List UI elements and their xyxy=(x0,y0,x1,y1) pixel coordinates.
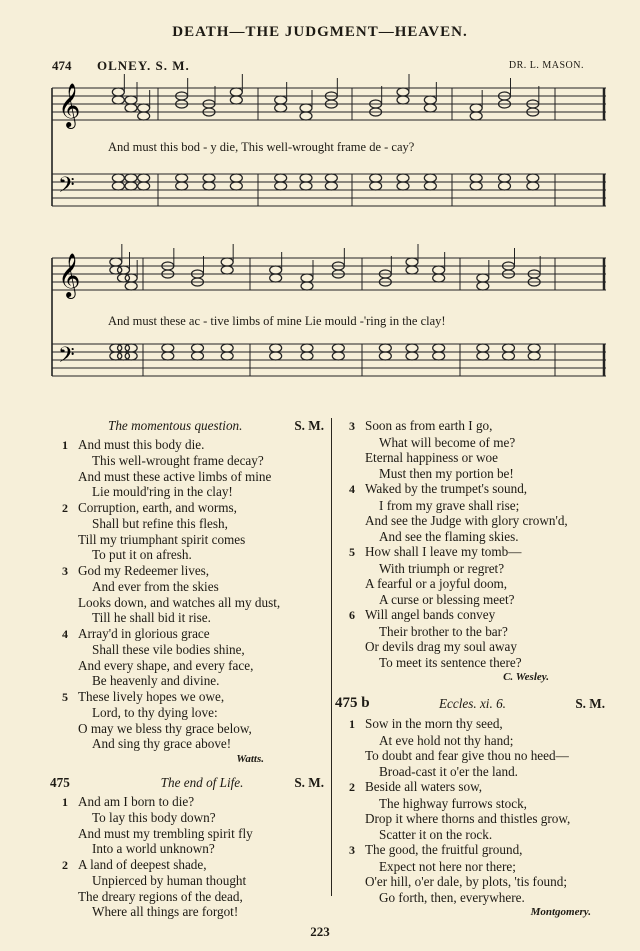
stanza-text: The good, the fruitful ground, xyxy=(365,842,523,857)
note-head xyxy=(125,104,137,112)
stanza-line xyxy=(349,450,605,466)
stanza-line xyxy=(62,453,324,469)
note-head xyxy=(221,266,233,274)
note-head xyxy=(275,174,287,182)
stanza-text: At eve hold not thy hand; xyxy=(379,732,514,748)
note-head xyxy=(424,174,436,182)
note-head xyxy=(406,266,418,274)
note-head xyxy=(499,174,511,182)
stanza-line xyxy=(62,469,324,485)
stanza-number: 1 xyxy=(62,794,68,809)
stanza-text: Drop it where thorns and thistles grow, xyxy=(365,811,571,826)
stanza-line xyxy=(349,733,605,749)
stanza-line xyxy=(62,610,324,626)
note-head xyxy=(162,344,174,352)
stanza-text: I from my grave shall rise; xyxy=(379,497,520,513)
stanza-text: Broad-cast it o'er the land. xyxy=(379,763,518,779)
note-head xyxy=(433,274,445,282)
bass-clef-icon: 𝄢 xyxy=(58,343,75,373)
attribution: Montgomery. xyxy=(530,906,591,918)
attribution: Watts. xyxy=(236,752,264,765)
stanza-line xyxy=(349,529,605,545)
treble-clef-icon: 𝄞 xyxy=(58,83,81,127)
note-head xyxy=(176,182,188,190)
stanza-number: 4 xyxy=(62,626,68,641)
note-head xyxy=(325,174,337,182)
note-head xyxy=(470,182,482,190)
stanza-line xyxy=(62,658,324,674)
stanza-text: Till my triumphant spirit comes xyxy=(78,531,246,547)
note-head xyxy=(301,352,313,360)
stanza-number: 1 xyxy=(349,717,355,731)
note-head xyxy=(125,182,137,190)
stanza-text: Be heavenly and divine. xyxy=(92,673,220,688)
note-head xyxy=(470,112,482,120)
stanza-text: Shall these vile bodies shine, xyxy=(92,642,245,657)
stanza-text: And must my trembling spirit fly xyxy=(78,825,253,841)
stanza-line xyxy=(62,689,324,706)
note-head xyxy=(221,344,233,352)
note-head xyxy=(424,104,436,112)
stanza-text: Soon as from earth I go, xyxy=(365,418,493,433)
note-head xyxy=(138,174,150,182)
lyric-line-1: And must this bod - y die, This well-wrought frame de - cay? xyxy=(108,140,415,154)
stanza-line xyxy=(62,810,324,826)
note-head xyxy=(176,174,188,182)
hymn-meter: S. M. xyxy=(575,695,605,711)
column-divider xyxy=(331,418,332,896)
stanza-line xyxy=(62,705,324,721)
note-head xyxy=(406,344,418,352)
stanza xyxy=(349,779,605,842)
stanza-number: 2 xyxy=(62,857,68,872)
note-head xyxy=(230,96,242,104)
note-head xyxy=(379,352,391,360)
note-head xyxy=(270,344,282,352)
hymn-number: 475 xyxy=(50,775,70,790)
note-head xyxy=(203,174,215,182)
stanza-text: And every shape, and every face, xyxy=(78,657,254,673)
stanza-text: To lay this body down? xyxy=(92,810,216,825)
stanza-text: A curse or blessing meet? xyxy=(379,591,515,607)
stanza-number: 3 xyxy=(62,563,68,578)
note-head xyxy=(370,174,382,182)
note-head xyxy=(397,96,409,104)
hymn-number: 474 xyxy=(52,58,72,73)
stanza-line xyxy=(349,748,605,764)
stanza-line xyxy=(62,889,324,905)
note-head xyxy=(503,352,515,360)
stanza-number: 1 xyxy=(62,437,68,452)
stanza-text: Or devils drag my soul away xyxy=(365,639,517,654)
note-head xyxy=(499,182,511,190)
stanza xyxy=(349,842,605,905)
note-head xyxy=(125,96,137,104)
note-head xyxy=(433,352,445,360)
stanza-line xyxy=(349,576,605,592)
right-column xyxy=(335,418,605,921)
stanza-text: With triumph or regret? xyxy=(379,560,505,576)
stanza-line xyxy=(62,857,324,874)
stanza-text: Will angel bands convey xyxy=(365,607,496,622)
music-score xyxy=(0,0,640,400)
stanza-text: Go forth, then, everywhere. xyxy=(379,889,525,905)
composer: DR. L. MASON. xyxy=(508,60,584,71)
stanza-text: Corruption, earth, and worms, xyxy=(78,499,237,515)
hymn-number: 475 b xyxy=(335,694,370,711)
note-head xyxy=(397,88,409,96)
note-head xyxy=(203,182,215,190)
note-head xyxy=(270,266,282,274)
stanza-text: Waked by the trumpet's sound, xyxy=(365,481,528,496)
stanza-number: 4 xyxy=(349,482,355,496)
stanza-text: God my Redeemer lives, xyxy=(78,562,210,578)
stanza-line xyxy=(62,484,324,500)
stanza-line xyxy=(62,721,324,737)
lyric-line-2: And must these ac - tive limbs of mine Lie mould -'ring in the clay! xyxy=(108,314,446,328)
stanza xyxy=(62,857,324,920)
stanza-text: Expect not here nor there; xyxy=(379,858,516,874)
hymn-title: The end of Life. xyxy=(160,775,244,790)
stanza-line xyxy=(349,418,605,435)
stanza-text: Sow in the morn thy seed, xyxy=(365,716,503,731)
note-head xyxy=(528,352,540,360)
stanza xyxy=(62,626,324,689)
note-head xyxy=(397,182,409,190)
note-head xyxy=(332,352,344,360)
stanza-line xyxy=(349,561,605,577)
stanza-number: 6 xyxy=(349,608,355,622)
page-number: 223 xyxy=(310,924,330,939)
stanza-text: And sing thy grace above! xyxy=(92,736,232,751)
note-head xyxy=(301,274,313,282)
stanza-line xyxy=(62,626,324,643)
stanza-number: 3 xyxy=(349,843,355,857)
treble-clef-icon: 𝄞 xyxy=(58,253,81,297)
note-head xyxy=(192,344,204,352)
stanza-text: These lively hopes we owe, xyxy=(78,688,225,704)
note-head xyxy=(397,174,409,182)
left-column xyxy=(50,418,324,920)
stanza-line xyxy=(62,516,324,532)
stanza-line xyxy=(62,437,324,454)
stanza-text: Shall but refine this flesh, xyxy=(92,516,228,531)
stanza-line xyxy=(349,811,605,827)
stanza-text: Into a world unknown? xyxy=(92,841,215,856)
stanza-line xyxy=(349,764,605,780)
stanza-text: Eternal happiness or woe xyxy=(365,450,498,465)
stanza-text: How shall I leave my tomb— xyxy=(365,544,522,559)
stanza-line xyxy=(349,827,605,843)
stanza-text: Scatter it on the rock. xyxy=(379,826,493,842)
stanza-text: Unpierced by human thought xyxy=(92,873,247,888)
stanza-line xyxy=(349,874,605,890)
stanza-line xyxy=(349,796,605,812)
note-head xyxy=(470,104,482,112)
note-head xyxy=(112,182,124,190)
stanza-line xyxy=(349,481,605,498)
stanza-line xyxy=(62,532,324,548)
stanza-text: Till he shall bid it rise. xyxy=(92,610,211,625)
stanza-line xyxy=(62,642,324,658)
note-head xyxy=(477,352,489,360)
note-head xyxy=(275,96,287,104)
stanza-number: 2 xyxy=(349,780,355,794)
note-head xyxy=(325,182,337,190)
stanza-text: And see the Judge with glory crown'd, xyxy=(365,513,568,528)
stanza-line xyxy=(349,890,605,906)
stanza-number: 3 xyxy=(349,419,355,433)
stanza-line xyxy=(62,826,324,842)
note-head xyxy=(424,96,436,104)
note-head xyxy=(300,174,312,182)
note-head xyxy=(470,174,482,182)
stanza-line xyxy=(62,595,324,611)
note-head xyxy=(162,352,174,360)
stanza-text: And must this body die. xyxy=(78,436,205,452)
note-head xyxy=(270,352,282,360)
note-head xyxy=(275,104,287,112)
stanza-number: 5 xyxy=(62,689,68,704)
stanza-text: Where all things are forgot! xyxy=(92,904,239,919)
note-head xyxy=(118,266,130,274)
note-head xyxy=(221,352,233,360)
note-head xyxy=(125,352,137,360)
stanza-text: Beside all waters sow, xyxy=(365,779,483,794)
bass-clef-icon: 𝄢 xyxy=(58,173,75,203)
stanza-line xyxy=(62,794,324,811)
page-header: DEATH—THE JUDGMENT—HEAVEN. xyxy=(172,24,468,40)
hymn-title: The momentous question. xyxy=(108,418,243,433)
stanza-line xyxy=(349,607,605,624)
stanza xyxy=(349,481,605,544)
note-head xyxy=(112,174,124,182)
stanza-line xyxy=(349,466,605,482)
stanza-text: Array'd in glorious grace xyxy=(78,625,210,641)
stanza-line xyxy=(62,579,324,595)
note-head xyxy=(110,258,122,266)
stanza-line xyxy=(62,904,324,920)
stanza-text: And must these active limbs of mine xyxy=(78,468,272,484)
stanza-text: This well-wrought frame decay? xyxy=(92,453,264,468)
stanza xyxy=(349,607,605,670)
stanza-text: A fearful or a joyful doom, xyxy=(365,576,508,591)
stanza-text: A land of deepest shade, xyxy=(78,856,207,872)
stanza-text: Looks down, and watches all my dust, xyxy=(78,594,281,610)
stanza-number: 2 xyxy=(62,500,68,515)
stanza-line xyxy=(349,592,605,608)
note-head xyxy=(477,344,489,352)
note-head xyxy=(528,344,540,352)
stanza-text: The highway furrows stock, xyxy=(379,795,527,811)
stanza xyxy=(62,794,324,857)
note-head xyxy=(275,182,287,190)
note-head xyxy=(527,174,539,182)
stanza xyxy=(349,418,605,481)
note-head xyxy=(125,282,137,290)
stanza-line xyxy=(349,655,605,671)
stanza-text: To doubt and fear give thou no heed— xyxy=(365,748,569,763)
tune-name: OLNEY. S. M. xyxy=(97,58,190,73)
note-head xyxy=(300,182,312,190)
note-head xyxy=(125,274,137,282)
stanza-text: And see the flaming skies. xyxy=(379,528,519,544)
note-head xyxy=(230,174,242,182)
note-head xyxy=(433,344,445,352)
note-head xyxy=(125,174,137,182)
stanza-line xyxy=(349,639,605,655)
stanza-text: To meet its sentence there? xyxy=(379,654,522,670)
note-head xyxy=(192,352,204,360)
note-head xyxy=(301,282,313,290)
note-head xyxy=(379,344,391,352)
note-head xyxy=(406,352,418,360)
note-head xyxy=(138,104,150,112)
stanza xyxy=(62,689,324,752)
note-head xyxy=(221,258,233,266)
stanza-line xyxy=(62,547,324,563)
note-head xyxy=(300,112,312,120)
stanza xyxy=(62,437,324,500)
hymn-meter: S. M. xyxy=(294,418,324,433)
stanza-line xyxy=(349,498,605,514)
stanza xyxy=(349,544,605,607)
stanza-text: Must then my portion be! xyxy=(379,465,514,481)
note-head xyxy=(503,344,515,352)
stanza-line xyxy=(349,779,605,796)
note-head xyxy=(300,104,312,112)
stanza-text: The dreary regions of the dead, xyxy=(78,888,243,904)
hymn-title: Eccles. xi. 6. xyxy=(438,695,506,711)
stanza-line xyxy=(62,873,324,889)
stanza xyxy=(349,716,605,779)
note-head xyxy=(424,182,436,190)
attribution: C. Wesley. xyxy=(503,671,549,683)
stanza-line xyxy=(349,544,605,561)
stanza-line xyxy=(349,842,605,859)
stanza-line xyxy=(349,624,605,640)
hymn-meter: S. M. xyxy=(294,775,324,790)
note-head xyxy=(370,182,382,190)
stanza-line xyxy=(349,859,605,875)
note-head xyxy=(138,182,150,190)
stanza-line xyxy=(62,673,324,689)
note-head xyxy=(301,344,313,352)
note-head xyxy=(230,88,242,96)
stanza-line xyxy=(62,563,324,580)
stanza-text: Their brother to the bar? xyxy=(379,623,508,639)
note-head xyxy=(270,274,282,282)
stanza-text: What will become of me? xyxy=(379,434,516,450)
stanza-line xyxy=(62,500,324,517)
note-head xyxy=(477,274,489,282)
stanza-text: O'er hill, o'er dale, by plots, 'tis found; xyxy=(365,874,567,889)
stanza-line xyxy=(62,841,324,857)
note-head xyxy=(433,266,445,274)
stanza xyxy=(62,500,324,563)
stanza-text: Lord, to thy dying love: xyxy=(92,705,218,720)
stanza-text: To put it on afresh. xyxy=(92,547,192,562)
stanza xyxy=(62,563,324,626)
note-head xyxy=(406,258,418,266)
stanza-number: 5 xyxy=(349,545,355,559)
note-head xyxy=(125,344,137,352)
note-head xyxy=(138,112,150,120)
stanza-line xyxy=(349,716,605,733)
note-head xyxy=(332,344,344,352)
stanza-text: And am I born to die? xyxy=(78,793,195,809)
stanza-line xyxy=(349,513,605,529)
stanza-text: Lie mould'ring in the clay! xyxy=(92,484,233,499)
note-head xyxy=(477,282,489,290)
stanza-line xyxy=(62,736,324,752)
note-head xyxy=(230,182,242,190)
stanza-line xyxy=(349,435,605,451)
stanza-text: O may we bless thy grace below, xyxy=(78,720,252,736)
stanza-text: And ever from the skies xyxy=(92,579,219,594)
note-head xyxy=(112,96,124,104)
note-head xyxy=(527,182,539,190)
note-head xyxy=(112,88,124,96)
